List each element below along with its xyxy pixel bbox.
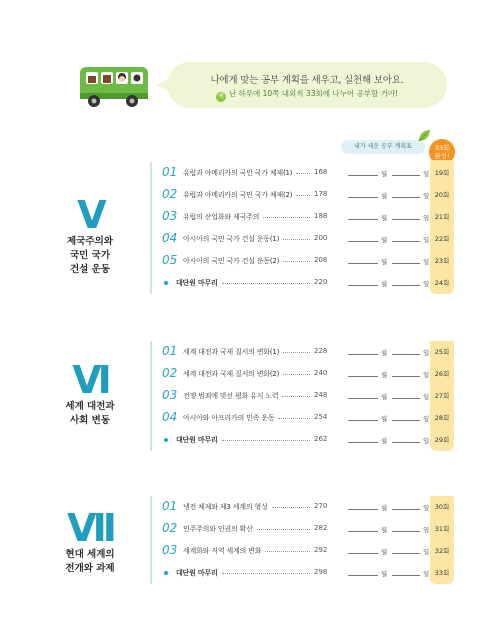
review-row	[158, 429, 458, 451]
month-blank[interactable]	[348, 285, 378, 286]
month-blank[interactable]	[348, 219, 378, 220]
day-label: 일	[423, 570, 430, 578]
session-number: 33회	[430, 562, 454, 584]
month-label: 월	[381, 192, 388, 200]
intro-example-text: 난 하루에 10쪽 내외씩 33회에 나누어 공부할 거야!	[228, 89, 399, 98]
dot-leader	[257, 529, 310, 530]
review-row	[158, 272, 458, 294]
lesson-title: 세계화와 지역 세계의 변화	[183, 547, 262, 555]
day-blank[interactable]	[392, 197, 420, 198]
day-label: 일	[423, 258, 430, 266]
plan-date-field[interactable]	[348, 500, 440, 514]
day-blank[interactable]	[392, 442, 420, 443]
session-number: 19회	[430, 162, 454, 184]
lesson-number: 01	[162, 499, 178, 513]
plan-column-header: 내가 세운 공부 계획표	[341, 140, 425, 154]
plan-date-field[interactable]	[348, 411, 440, 425]
month-label: 월	[381, 437, 388, 445]
lesson-row	[158, 162, 458, 184]
day-label: 일	[423, 393, 430, 401]
lesson-title: 대단원 마무리	[176, 436, 218, 444]
page-number: 178	[314, 190, 328, 198]
completion-count: 33회	[434, 144, 450, 152]
unit-divider	[150, 496, 152, 584]
unit-numeral: VI	[72, 358, 108, 402]
session-number: 30회	[430, 496, 454, 518]
day-label: 일	[423, 192, 430, 200]
month-blank[interactable]	[348, 241, 378, 242]
dot-leader	[278, 418, 310, 419]
dot-leader	[296, 195, 310, 196]
month-label: 월	[381, 570, 388, 578]
month-blank[interactable]	[348, 420, 378, 421]
month-label: 월	[381, 526, 388, 534]
plan-date-field[interactable]	[348, 276, 440, 290]
day-label: 일	[423, 504, 430, 512]
page-number: 200	[314, 234, 328, 242]
plan-date-field[interactable]	[348, 188, 440, 202]
month-blank[interactable]	[348, 531, 378, 532]
page-number: 262	[314, 435, 328, 443]
month-label: 월	[381, 415, 388, 423]
day-blank[interactable]	[392, 575, 420, 576]
day-blank[interactable]	[392, 219, 420, 220]
lesson-title: 아시아와 아프리카의 민족 운동	[183, 414, 275, 422]
session-number: 22회	[430, 228, 454, 250]
plan-date-field[interactable]	[348, 210, 440, 224]
session-number: 29회	[430, 429, 454, 451]
month-label: 월	[381, 548, 388, 556]
month-label: 월	[381, 393, 388, 401]
month-blank[interactable]	[348, 509, 378, 510]
plan-date-field[interactable]	[348, 254, 440, 268]
month-label: 월	[381, 258, 388, 266]
day-blank[interactable]	[392, 553, 420, 554]
unit-title-line: 국민 국가	[69, 250, 110, 261]
dot-leader	[283, 261, 310, 262]
intro-text: 나에게 맞는 공부 계획을 세우고, 실천해 보아요.	[210, 75, 404, 86]
unit-6-label	[50, 360, 130, 428]
page-number: 240	[314, 369, 328, 377]
page-number: 228	[314, 347, 328, 355]
page-number: 282	[314, 524, 328, 532]
page-number: 298	[314, 568, 328, 576]
dot-leader	[283, 239, 310, 240]
unit-title-line: 제국주의와	[67, 236, 113, 247]
lesson-title: 대단원 마무리	[176, 279, 218, 287]
month-blank[interactable]	[348, 197, 378, 198]
lesson-title: 세계 대전과 국제 질서의 변화(1)	[183, 348, 280, 356]
lesson-title: 민주주의와 인권의 확산	[183, 525, 253, 533]
lesson-number: 01	[162, 165, 178, 179]
dot-leader	[263, 217, 310, 218]
session-number: 31회	[430, 518, 454, 540]
unit-title-line: 사회 변동	[69, 415, 110, 426]
day-label: 일	[423, 526, 430, 534]
session-number: 32회	[430, 540, 454, 562]
lesson-title: 아시아의 국민 국가 건설 운동(1)	[183, 235, 280, 243]
unit-title-line: 현대 세계의	[65, 549, 115, 560]
plan-date-field[interactable]	[348, 544, 440, 558]
lesson-number: 03	[162, 209, 178, 223]
day-label: 일	[423, 415, 430, 423]
unit-divider	[150, 341, 152, 451]
month-blank[interactable]	[348, 376, 378, 377]
session-number: 27회	[430, 385, 454, 407]
lesson-number: 02	[162, 187, 178, 201]
month-blank[interactable]	[348, 398, 378, 399]
lesson-row	[158, 518, 458, 540]
day-blank[interactable]	[392, 509, 420, 510]
dot-leader	[265, 551, 310, 552]
plan-date-field[interactable]	[348, 389, 440, 403]
session-number: 23회	[430, 250, 454, 272]
lesson-title: 전쟁 범죄에 맞선 평화 유지 노력	[183, 392, 279, 400]
day-label: 일	[423, 349, 430, 357]
dot-leader	[222, 573, 310, 574]
lesson-row	[158, 363, 458, 385]
session-number: 21회	[430, 206, 454, 228]
day-label: 일	[423, 548, 430, 556]
page-number: 248	[314, 391, 328, 399]
plan-date-field[interactable]	[348, 433, 440, 447]
page-number: 292	[314, 546, 328, 554]
page-number: 270	[314, 502, 328, 510]
month-label: 월	[381, 170, 388, 178]
lesson-title: 세계 대전과 국제 질서의 변화(2)	[183, 370, 280, 378]
bus-icon	[78, 63, 150, 109]
dot-leader	[283, 374, 310, 375]
day-label: 일	[423, 214, 430, 222]
unit-7-label	[50, 508, 130, 576]
session-number: 25회	[430, 341, 454, 363]
example-mark-icon: 예	[216, 92, 226, 102]
lesson-title: 아시아의 국민 국가 건설 운동(2)	[183, 257, 280, 265]
month-blank[interactable]	[348, 175, 378, 176]
month-label: 월	[381, 371, 388, 379]
lesson-row	[158, 540, 458, 562]
plan-date-field[interactable]	[348, 522, 440, 536]
bullet-icon	[164, 571, 168, 575]
plan-date-field[interactable]	[348, 367, 440, 381]
lesson-row	[158, 184, 458, 206]
lesson-row	[158, 250, 458, 272]
day-blank[interactable]	[392, 241, 420, 242]
month-label: 월	[381, 349, 388, 357]
unit-title-line: 세계 대전과	[65, 401, 115, 412]
bullet-icon	[164, 438, 168, 442]
page-number: 168	[314, 168, 328, 176]
plan-date-field[interactable]	[348, 566, 440, 580]
lesson-row	[158, 385, 458, 407]
unit-title-line: 전개와 과제	[65, 563, 115, 574]
page-number: 188	[314, 212, 328, 220]
dot-leader	[222, 283, 310, 284]
lesson-row	[158, 341, 458, 363]
month-label: 월	[381, 504, 388, 512]
day-label: 일	[423, 280, 430, 288]
session-number: 26회	[430, 363, 454, 385]
unit-numeral: V	[77, 193, 103, 237]
unit-numeral: VII	[67, 506, 113, 550]
plan-date-field[interactable]	[348, 232, 440, 246]
day-blank[interactable]	[392, 354, 420, 355]
session-number: 20회	[430, 184, 454, 206]
month-blank[interactable]	[348, 442, 378, 443]
lesson-row	[158, 496, 458, 518]
day-blank[interactable]	[392, 175, 420, 176]
month-blank[interactable]	[348, 575, 378, 576]
lesson-title: 유럽과 아메리카의 국민 국가 체제(1)	[183, 169, 293, 177]
day-label: 일	[423, 236, 430, 244]
lesson-number: 04	[162, 231, 178, 245]
review-row	[158, 562, 458, 584]
lesson-title: 유럽의 산업화와 제국주의	[183, 213, 260, 221]
day-blank[interactable]	[392, 398, 420, 399]
day-label: 일	[423, 437, 430, 445]
lesson-number: 02	[162, 521, 178, 535]
day-blank[interactable]	[392, 376, 420, 377]
session-number: 24회	[430, 272, 454, 294]
day-blank[interactable]	[392, 531, 420, 532]
plan-date-field[interactable]	[348, 345, 440, 359]
page-number: 254	[314, 413, 328, 421]
month-blank[interactable]	[348, 354, 378, 355]
unit-title-line: 건설 운동	[69, 264, 110, 275]
month-label: 월	[381, 214, 388, 222]
day-blank[interactable]	[392, 263, 420, 264]
lesson-row	[158, 228, 458, 250]
plan-date-field[interactable]	[348, 166, 440, 180]
dot-leader	[283, 352, 310, 353]
lesson-number: 01	[162, 344, 178, 358]
dot-leader	[222, 440, 310, 441]
dot-leader	[296, 173, 310, 174]
month-label: 월	[381, 236, 388, 244]
leaf-icon	[417, 129, 431, 143]
completion-label: 완성!	[434, 152, 450, 160]
bullet-icon	[164, 281, 168, 285]
lesson-number: 02	[162, 366, 178, 380]
lesson-title: 유럽과 아메리카의 국민 국가 체제(2)	[183, 191, 293, 199]
day-blank[interactable]	[392, 420, 420, 421]
month-blank[interactable]	[348, 553, 378, 554]
lesson-number: 05	[162, 253, 178, 267]
lesson-number: 03	[162, 388, 178, 402]
dot-leader	[282, 396, 310, 397]
unit-5-label	[50, 195, 130, 277]
page-number: 220	[314, 278, 328, 286]
day-label: 일	[423, 371, 430, 379]
day-blank[interactable]	[392, 285, 420, 286]
lesson-row	[158, 407, 458, 429]
page-number: 208	[314, 256, 328, 264]
month-label: 월	[381, 280, 388, 288]
month-blank[interactable]	[348, 263, 378, 264]
lesson-title: 냉전 체제와 제3 세계의 형성	[183, 503, 268, 511]
lesson-number: 04	[162, 410, 178, 424]
day-label: 일	[423, 170, 430, 178]
lesson-row	[158, 206, 458, 228]
unit-divider	[150, 162, 152, 294]
lesson-title: 대단원 마무리	[176, 569, 218, 577]
dot-leader	[272, 507, 310, 508]
session-number: 28회	[430, 407, 454, 429]
intro-example	[167, 88, 447, 102]
lesson-number: 03	[162, 543, 178, 557]
